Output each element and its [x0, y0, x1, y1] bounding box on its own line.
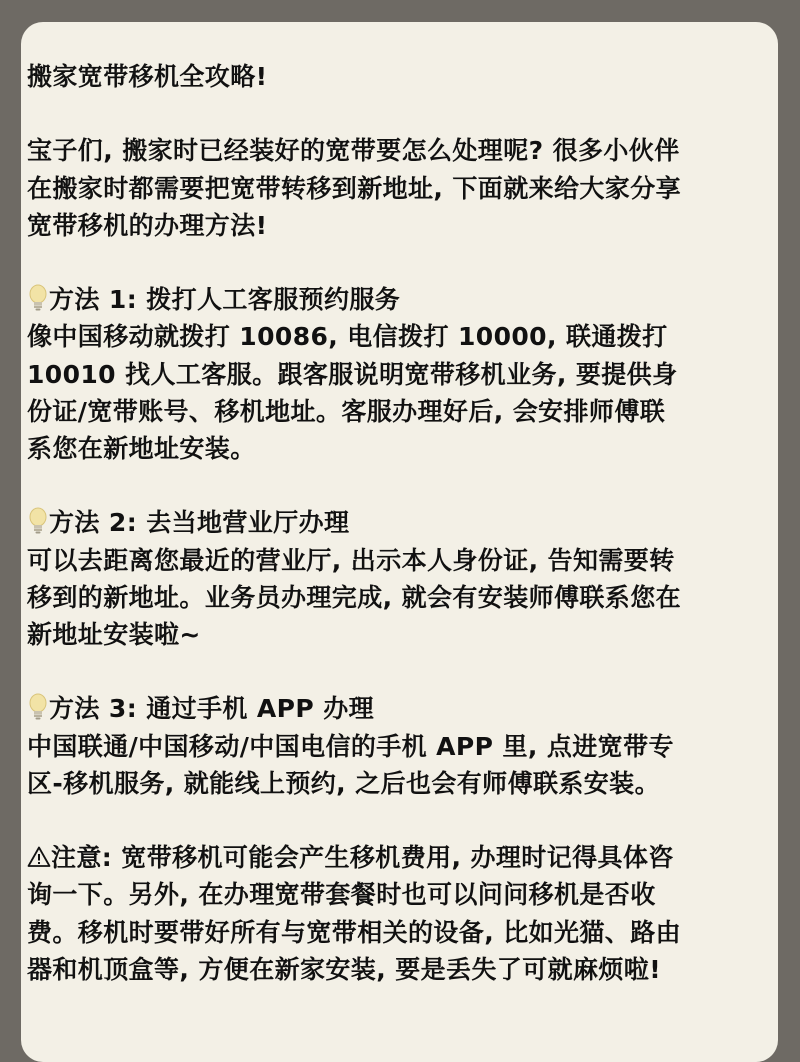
method-1-body-line: 系您在新地址安装。: [27, 434, 256, 463]
method-3-heading: [27, 690, 778, 727]
warning-icon: [27, 845, 51, 869]
note-line: 询一下。另外, 在办理宽带套餐时也可以问问移机是否收: [27, 880, 656, 910]
method-2-body-line: 新地址安装啦~: [27, 620, 201, 649]
note-first-line: [27, 839, 778, 876]
method-1-heading: [27, 281, 778, 318]
method-1-body-line: 份证/宽带账号、移机地址。客服办理好后, 会安排师傅联: [27, 396, 666, 426]
method-1-body-line: 像中国移动就拨打 10086, 电信拨打 10000, 联通拨打: [27, 322, 668, 352]
spacer: [27, 95, 778, 132]
method-3-heading-text: 方法 3: 通过手机 APP 办理: [49, 694, 375, 724]
method-1-heading-text: 方法 1: 拨打人工客服预约服务: [49, 285, 401, 315]
method-2-heading-text: 方法 2: 去当地营业厅办理: [49, 508, 350, 538]
article-card: [21, 22, 778, 1062]
spacer: [27, 467, 778, 504]
intro-line: 宝子们, 搬家时已经装好的宽带要怎么处理呢? 很多小伙伴: [27, 136, 680, 166]
method-3-body-line: 区-移机服务, 就能线上预约, 之后也会有师傅联系安装。: [27, 768, 660, 798]
method-2-heading: [27, 504, 778, 541]
spacer: [27, 244, 778, 281]
intro-line: 宽带移机的办理方法!: [27, 210, 268, 240]
method-2-body-line: 移到的新地址。业务员办理完成, 就会有安装师傅联系您在: [27, 582, 682, 612]
note-line: 费。移机时要带好所有与宽带相关的设备, 比如光猫、路由: [27, 917, 682, 947]
note-line: 注意: 宽带移机可能会产生移机费用, 办理时记得具体咨: [51, 843, 674, 873]
intro-line: 在搬家时都需要把宽带转移到新地址, 下面就来给大家分享: [27, 173, 682, 203]
lightbulb-icon: [27, 693, 49, 721]
article-title: 搬家宽带移机全攻略!: [27, 62, 268, 91]
method-1-body-line: 10010 找人工客服。跟客服说明宽带移机业务, 要提供身: [27, 359, 678, 389]
lightbulb-icon: [27, 507, 49, 535]
note-line: 器和机顶盒等, 方便在新家安装, 要是丢失了可就麻烦啦!: [27, 954, 662, 984]
spacer: [27, 653, 778, 690]
spacer: [27, 802, 778, 839]
method-3-body-line: 中国联通/中国移动/中国电信的手机 APP 里, 点进宽带专: [27, 731, 674, 761]
method-2-body-line: 可以去距离您最近的营业厅, 出示本人身份证, 告知需要转: [27, 545, 675, 575]
lightbulb-icon: [27, 284, 49, 312]
